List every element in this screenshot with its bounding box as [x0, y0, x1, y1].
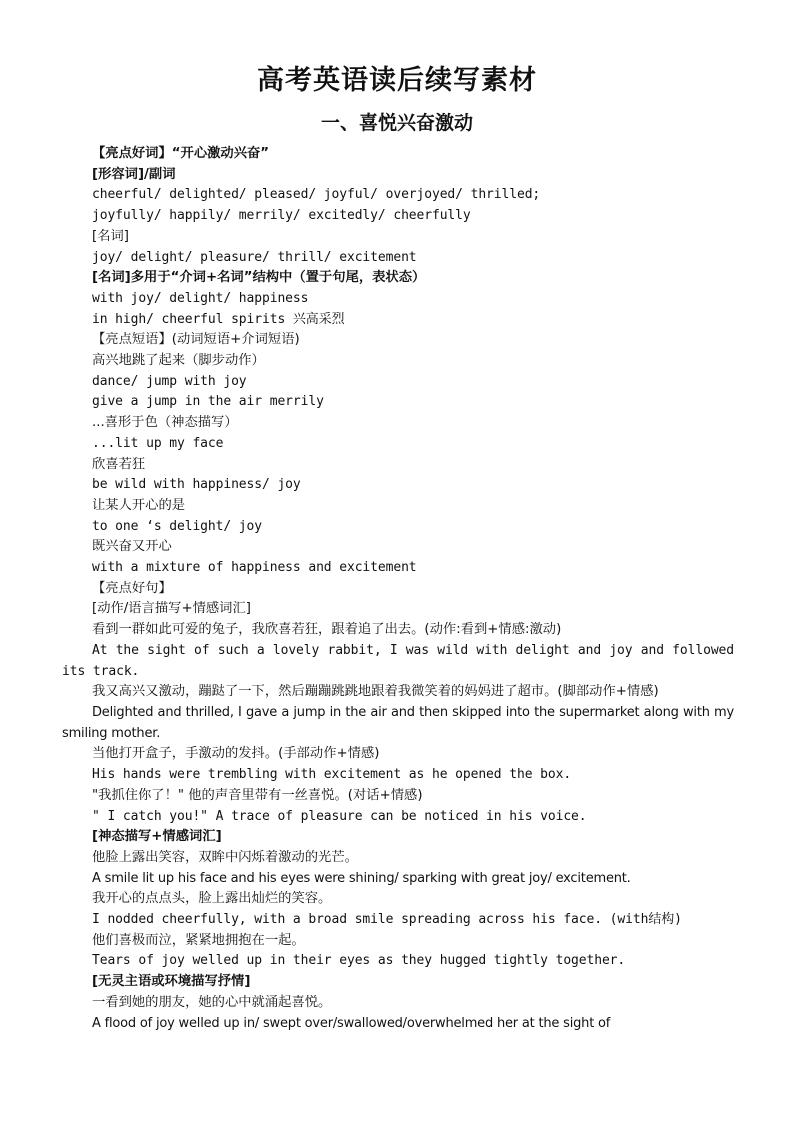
text-line: 一看到她的朋友，她的心中就涌起喜悦。 — [92, 994, 332, 1010]
heading-good-phrases: 【亮点短语】(动词短语+介词短语) — [92, 332, 300, 348]
subheading-inanimate-subject: [无灵主语或环境描写抒情] — [92, 974, 251, 990]
text-line: 他们喜极而泣，紧紧地拥抱在一起。 — [92, 932, 305, 948]
subheading-prep-noun: [名词]多用于“介词+名词”结构中（置于句尾，表状态） — [92, 270, 426, 286]
text-line: to one ‘s delight/ joy — [92, 518, 262, 534]
subheading-action-language: [动作/语言描写+情感词汇] — [92, 601, 251, 617]
text-line: A flood of joy welled up in/ swept over/swallowed/overwhelmed her at the sight of — [92, 1015, 611, 1031]
text-line: 我开心的点点头，脸上露出灿烂的笑容。 — [92, 891, 332, 907]
subheading-adjectives: [形容词]/副词 — [92, 166, 176, 182]
text-line: 高兴地跳了起来（脚步动作） — [92, 353, 265, 369]
text-line: A smile lit up his face and his eyes were shining/ sparking with great joy/ excitement. — [92, 870, 631, 886]
text-line: ...喜形于色（神态描写） — [92, 415, 238, 431]
text-line: 欣喜若狂 — [92, 456, 146, 472]
section-heading: 一、喜悦兴奋激动 — [320, 112, 473, 134]
text-line: dance/ jump with joy — [92, 373, 247, 389]
text-line: 让某人开心的是 — [92, 497, 186, 513]
heading-good-sentences: 【亮点好句】 — [92, 580, 172, 596]
text-line: ...lit up my face — [92, 435, 224, 451]
paragraph-line: 我又高兴又激动，蹦跶了一下，然后蹦蹦跳跳地跟着我微笑着的妈妈进了超市。(脚部动作+情感) — [92, 684, 659, 700]
text-line: 他脸上露出笑容，双眸中闪烁着激动的光芒。 — [92, 849, 358, 865]
document-body — [62, 144, 734, 1034]
text-line: be wild with happiness/ joy — [92, 477, 301, 493]
text-line: joyfully/ happily/ merrily/ excitedly/ cheerfully — [92, 208, 471, 224]
paragraph-line: At the sight of such a lovely rabbit, I was wild with delight and joy and followed its track. — [62, 642, 734, 679]
text-line: I nodded cheerfully, with a broad smile spreading across his face. (with结构) — [92, 912, 682, 928]
paragraph-line: Delighted and thrilled, I gave a jump in the air and then skipped into the supermarket along with my smiling mother. — [62, 704, 734, 741]
text-line: 看到一群如此可爱的兔子，我欣喜若狂，跟着追了出去。(动作:看到+情感:激动) — [92, 622, 562, 638]
heading-good-words: 【亮点好词】“开心激动兴奋” — [92, 146, 270, 161]
text-line: joy/ delight/ pleasure/ thrill/ excitement — [92, 249, 417, 265]
text-line: Tears of joy welled up in their eyes as they hugged tightly together. — [92, 953, 626, 969]
text-line: cheerful/ delighted/ pleased/ joyful/ overjoyed/ thrilled; — [92, 187, 541, 203]
text-line: 既兴奋又开心 — [92, 539, 172, 555]
text-line: "我抓住你了！" 他的声音里带有一丝喜悦。(对话+情感) — [92, 787, 423, 803]
text-line: 当他打开盒子，手激动的发抖。(手部动作+情感) — [92, 746, 380, 762]
subheading-expression: [神态描写+情感词汇] — [92, 829, 222, 845]
text-line: His hands were trembling with excitement as he opened the box. — [92, 767, 572, 783]
text-line: in high/ cheerful spirits 兴高采烈 — [92, 311, 345, 327]
text-line: give a jump in the air merrily — [92, 394, 324, 410]
text-line: with a mixture of happiness and excitement — [92, 560, 417, 576]
text-line: with joy/ delight/ happiness — [92, 290, 309, 306]
document-title: 高考英语读后续写素材 — [257, 65, 537, 96]
subheading-nouns: [名词] — [92, 228, 129, 244]
text-line: " I catch you!" A trace of pleasure can be noticed in his voice. — [92, 808, 587, 824]
